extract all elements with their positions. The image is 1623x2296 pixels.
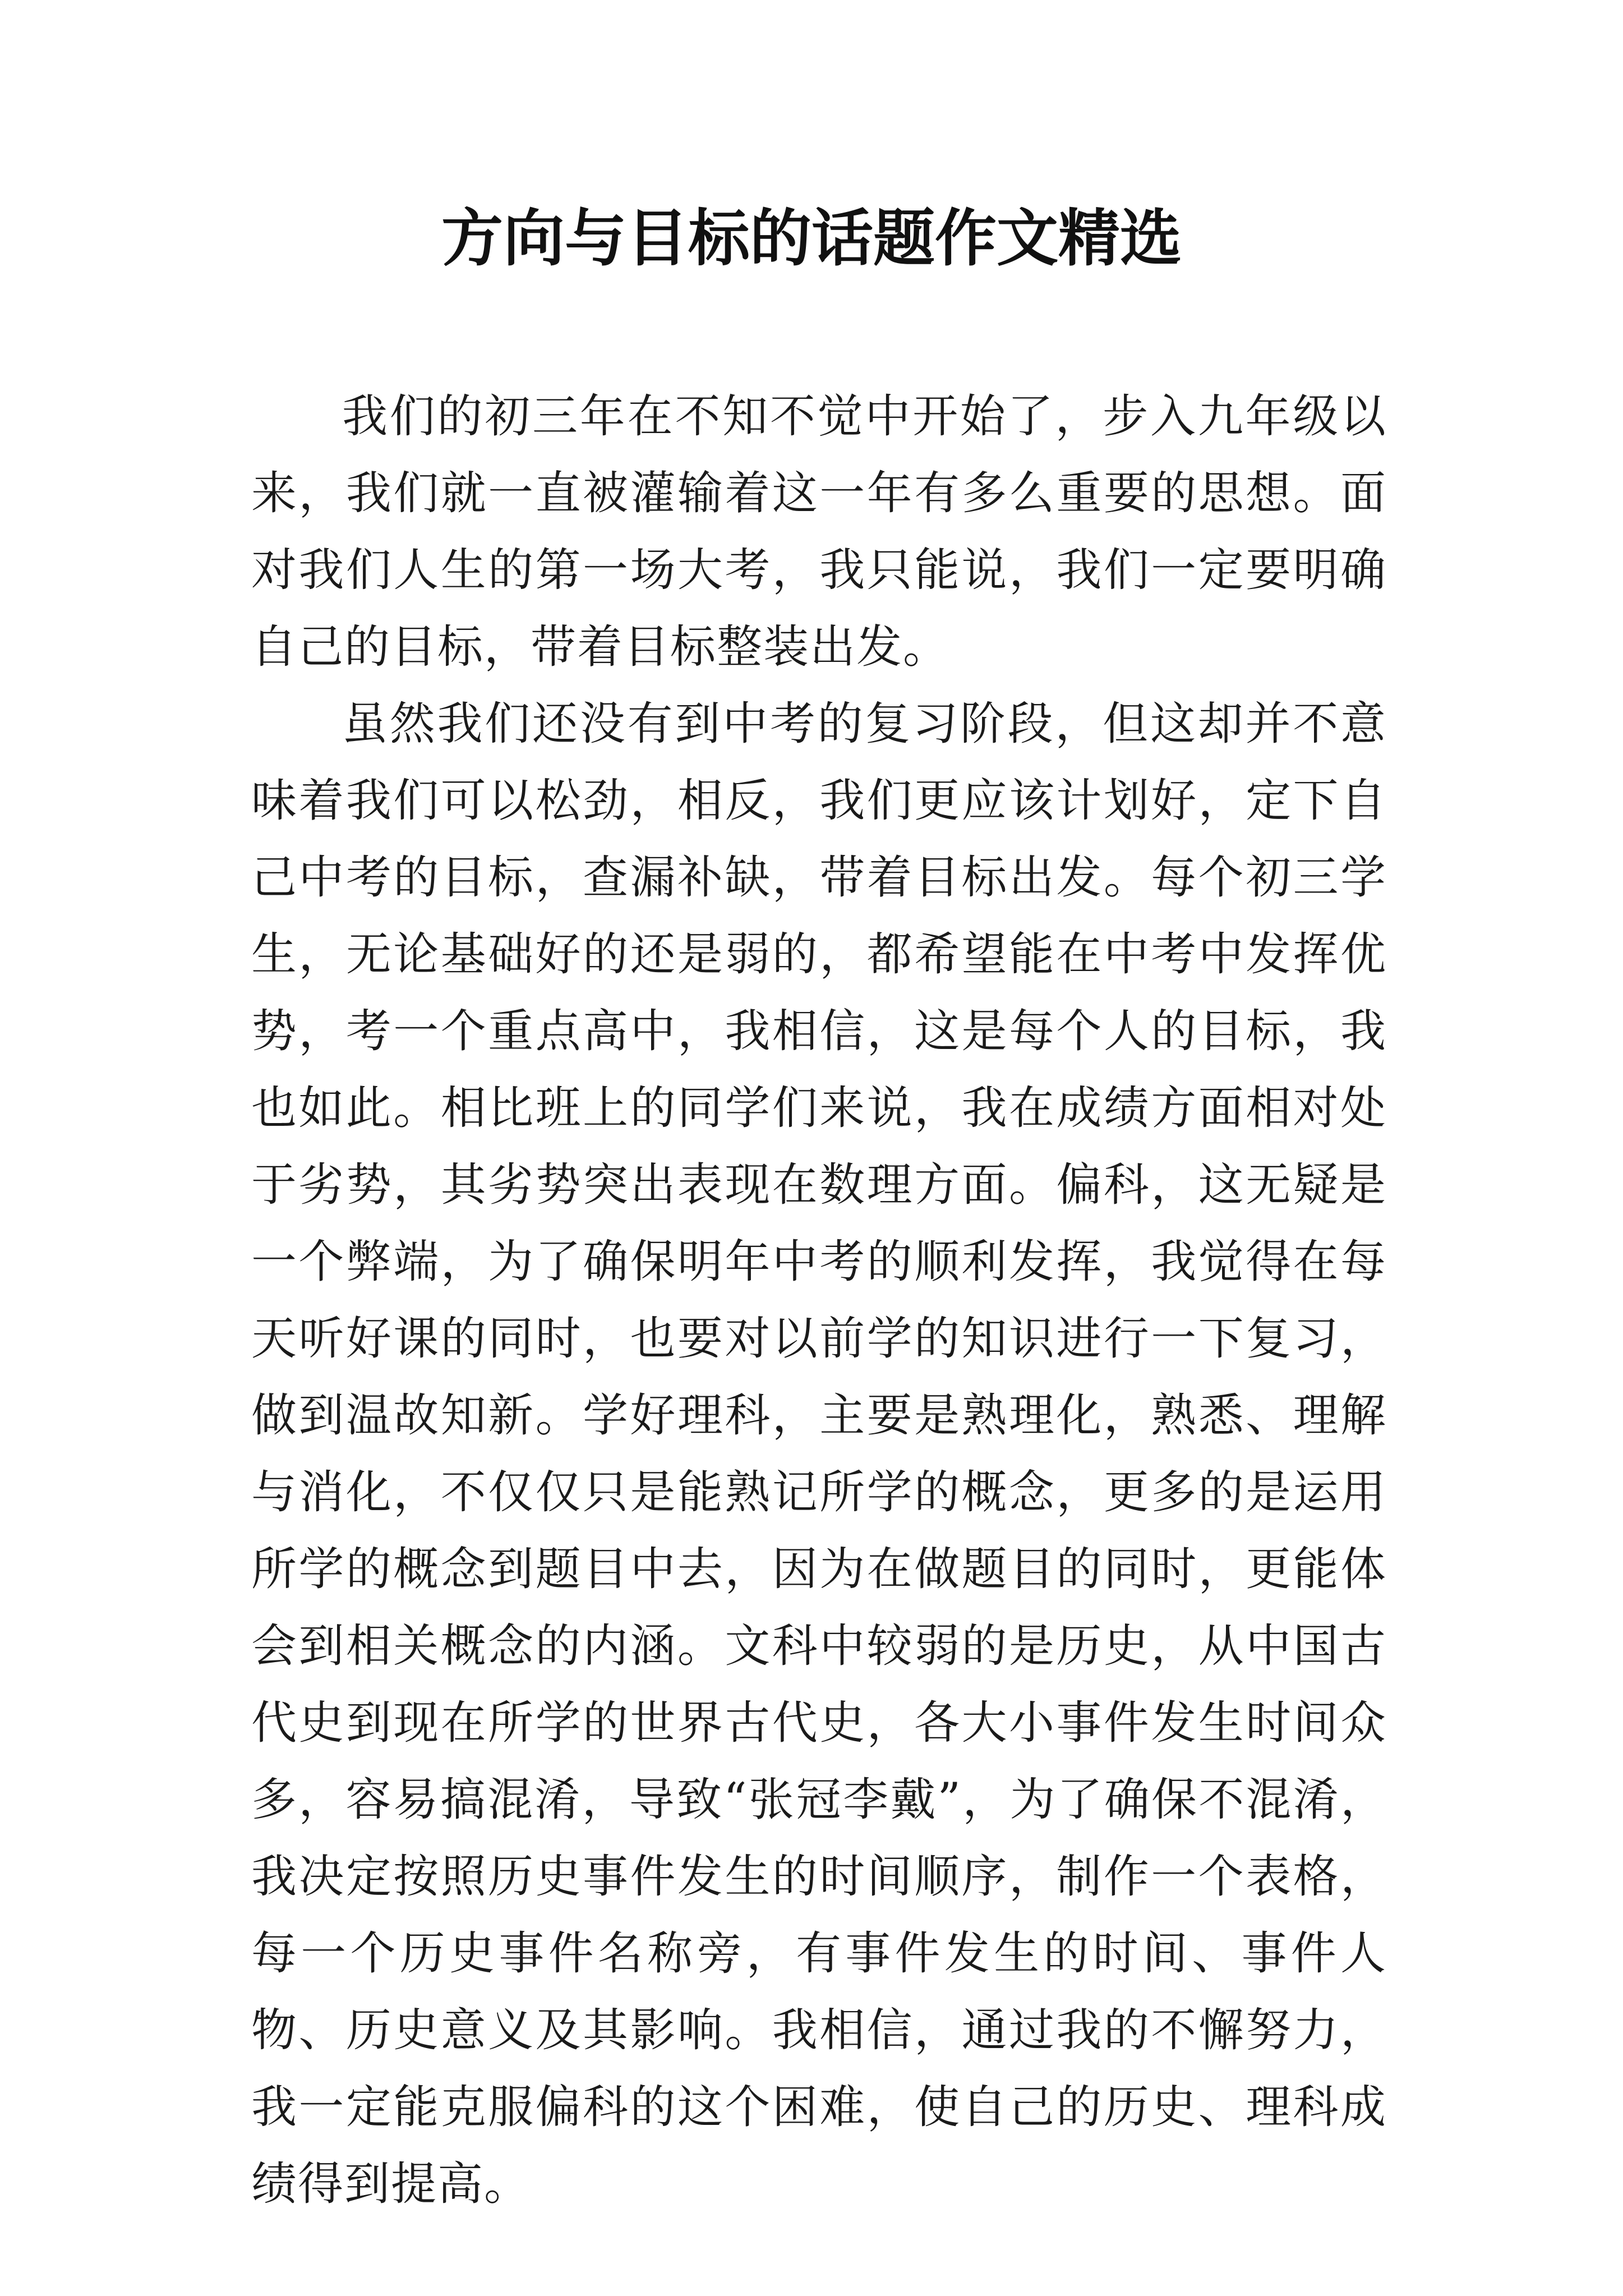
document-title: 方向与目标的话题作文精选	[441, 202, 1182, 274]
document-body	[251, 379, 1387, 2223]
paragraph-2: 虽然我们还没有到中考的复习阶段，但这却并不意味着我们可以松劲，相反，我们更应该计划好，定下自己中考的目标，查漏补缺，带着目标出发。每个初三学生，无论基础好的还是弱的，都希望能在中考中发挥优势，考一个重点高中，我相信，这是每个人的目标，我也如此。相比班上的同学们来说，我在成绩方面相对处于劣势，其劣势突出表现在数理方面。偏科，这无疑是一个弊端，为了确保明年中考的顺利发挥，我觉得在每天听好课的同时，也要对以前学的知识进行一下复习，做到温故知新。学好理科，主要是熟理化，熟悉、理解与消化，不仅仅只是能熟记所学的概念，更多的是运用所学的概念到题目中去，因为在做题目的同时，更能体会到相关概念的内涵。文科中较弱的是历史，从中国古代史到现在所学的世界古代史，各大小事件发生时间众多，容易搞混淆，导致“张冠李戴”，为了确保不混淆，我决定按照历史事件发生的时间顺序，制作一个表格，每一个历史事件名称旁，有事件发生的时间、事件人物、历史意义及其影响。我相信，通过我的不懈努力，我一定能克服偏科的这个困难，使自己的历史、理科成绩得到提高。	[251, 698, 1387, 2211]
paragraph-1: 我们的初三年在不知不觉中开始了，步入九年级以来，我们就一直被灌输着这一年有多么重要的思想。面对我们人生的第一场大考，我只能说，我们一定要明确自己的目标，带着目标整装出发。	[251, 390, 1387, 674]
